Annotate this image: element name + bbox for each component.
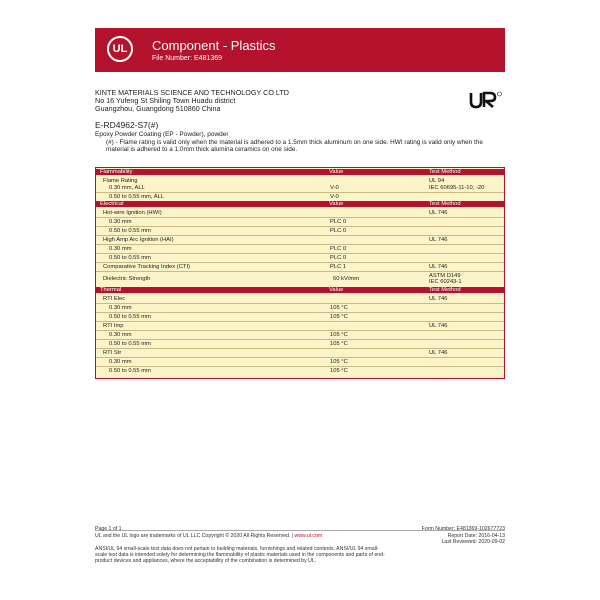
property-value: 60 kV/mm xyxy=(333,276,360,282)
property-label: 0.30 mm xyxy=(109,305,132,311)
row-divider xyxy=(96,226,504,227)
properties-table xyxy=(95,167,505,379)
property-label: RTI Str xyxy=(103,350,122,356)
property-method: UL 746 xyxy=(429,350,448,356)
disclaimer-line2: scale test data is intended solely for determining the flammability of plastic materials used in the components and parts of end- xyxy=(95,552,385,558)
company-address-line1: No 16 Yufeng St Shiling Town Huadu district xyxy=(95,96,236,106)
form-number: Form Number: E481369-102677723 xyxy=(421,526,505,532)
property-value: V-0 xyxy=(330,194,339,200)
property-method: ASTM D149 xyxy=(429,273,461,279)
property-label: 0.30 mm, ALL xyxy=(109,185,145,191)
property-method: UL 746 xyxy=(429,323,448,329)
property-label: High Amp Arc Ignition (HAI) xyxy=(103,237,174,243)
header-banner xyxy=(95,28,505,72)
row-divider xyxy=(96,235,504,236)
property-label: 0.30 mm xyxy=(109,359,132,365)
company-block xyxy=(95,89,289,114)
product-note xyxy=(106,139,502,154)
property-label: 0.30 mm xyxy=(109,246,132,252)
property-value: 105 °C xyxy=(330,341,348,347)
property-method: UL 746 xyxy=(429,237,448,243)
table-row xyxy=(96,273,504,285)
section-header-thermal xyxy=(96,287,504,293)
row-divider xyxy=(96,244,504,245)
row-divider xyxy=(96,348,504,349)
header-method: Test Method xyxy=(429,169,461,175)
property-label: Dielectric Strength xyxy=(103,276,151,282)
header-value: Value xyxy=(329,287,344,293)
property-value: 105 °C xyxy=(330,359,348,365)
property-value: PLC 0 xyxy=(330,219,347,225)
copyright-text: UL and the UL logo are trademarks of UL LLC Copyright © 2020 All Rights Reserved. | xyxy=(95,533,294,539)
property-value: 105 °C xyxy=(330,368,348,374)
page-title: Component - Plastics xyxy=(152,38,276,53)
property-method: IEC 60695-11-10, -20 xyxy=(429,185,485,191)
property-label: 0.50 to 0.55 mm xyxy=(109,255,151,261)
property-method: UL 94 xyxy=(429,178,445,184)
disclaimer-line1: ANSI/UL 94 small-scale test data does not pertain to building materials, furnishings and related contents. ANSI/UL 94 small- xyxy=(95,546,379,552)
property-label: 0.50 to 0.55 mm xyxy=(109,368,151,374)
row-divider xyxy=(96,339,504,340)
row-divider xyxy=(96,217,504,218)
property-method-secondary: IEC 60243-1 xyxy=(429,279,462,285)
property-value: 105 °C xyxy=(330,332,348,338)
property-label: Flame Rating xyxy=(103,178,138,184)
property-value: 105 °C xyxy=(330,305,348,311)
property-label: 0.30 mm xyxy=(109,219,132,225)
header-method: Test Method xyxy=(429,201,461,207)
property-value: PLC 0 xyxy=(330,255,347,261)
property-label: Hot-wire Ignition (HWI) xyxy=(103,210,162,216)
copyright-line xyxy=(95,533,322,539)
property-value: PLC 0 xyxy=(330,246,347,252)
property-label: 0.50 to 0.55 mm xyxy=(109,341,151,347)
row-divider xyxy=(96,366,504,367)
header-value: Value xyxy=(329,201,344,207)
company-name: KINTE MATERIALS SCIENCE AND TECHNOLOGY CO LTD xyxy=(95,88,289,97)
row-divider xyxy=(96,271,504,272)
section-header-electrical xyxy=(96,201,504,207)
product-description: Epoxy Powder Coating (EP - Powder), powder xyxy=(95,131,229,138)
header-category: Flammability xyxy=(100,169,133,175)
property-value: PLC 1 xyxy=(330,264,347,270)
property-label: 0.50 to 0.55 mm xyxy=(109,228,151,234)
property-method: UL 746 xyxy=(429,264,448,270)
header-category: Electrical xyxy=(100,201,124,207)
property-label: Comparative Tracking Index (CTI) xyxy=(103,264,190,270)
header-method: Test Method xyxy=(429,287,461,293)
file-number: File Number: E481369 xyxy=(152,55,223,62)
property-label: 0.30 mm xyxy=(109,332,132,338)
property-label: RTI Imp xyxy=(103,323,124,329)
row-divider xyxy=(96,321,504,322)
section-header-flammability xyxy=(96,169,504,175)
ul-website-link[interactable]: www.ul.com xyxy=(294,533,323,539)
page-number: Page 1 of 1 xyxy=(95,526,122,532)
row-divider xyxy=(96,330,504,331)
property-value: PLC 0 xyxy=(330,228,347,234)
header-value: Value xyxy=(329,169,344,175)
property-label: 0.50 to 0.55 mm xyxy=(109,314,151,320)
company-address-line2: Guangzhou, Guangdong 510860 China xyxy=(95,104,221,114)
note-tag: (#) - xyxy=(106,139,118,146)
row-divider xyxy=(96,253,504,254)
row-divider xyxy=(96,357,504,358)
property-value: V-0 xyxy=(330,185,339,191)
row-divider xyxy=(96,262,504,263)
ul-logo: UL xyxy=(107,36,133,62)
property-label: 0.50 to 0.55 mm, ALL xyxy=(109,194,165,200)
recognized-component-mark-icon xyxy=(469,91,503,109)
product-code: E-RD4962-S7(#) xyxy=(95,120,159,130)
report-date: Report Date: 2016-04-13 xyxy=(447,533,505,539)
property-value: 105 °C xyxy=(330,314,348,320)
row-divider xyxy=(96,312,504,313)
disclaimer-line3: product devices and appliances, where the acceptability of the combination is determined by UL. xyxy=(95,558,317,564)
row-divider xyxy=(96,192,504,193)
last-reviewed: Last Reviewed: 2020-09-02 xyxy=(441,539,505,545)
row-divider xyxy=(96,303,504,304)
property-method: UL 746 xyxy=(429,210,448,216)
note-text: Flame rating is valid only when the material is adhered to a 1.5mm thick aluminum on one side. HWI rating is valid only when the material is adhered to a 1.0mm thick alumina ceramics on one side. xyxy=(106,139,483,154)
property-label: RTI Elec xyxy=(103,296,126,302)
header-category: Thermal xyxy=(100,287,122,293)
property-method: UL 746 xyxy=(429,296,448,302)
